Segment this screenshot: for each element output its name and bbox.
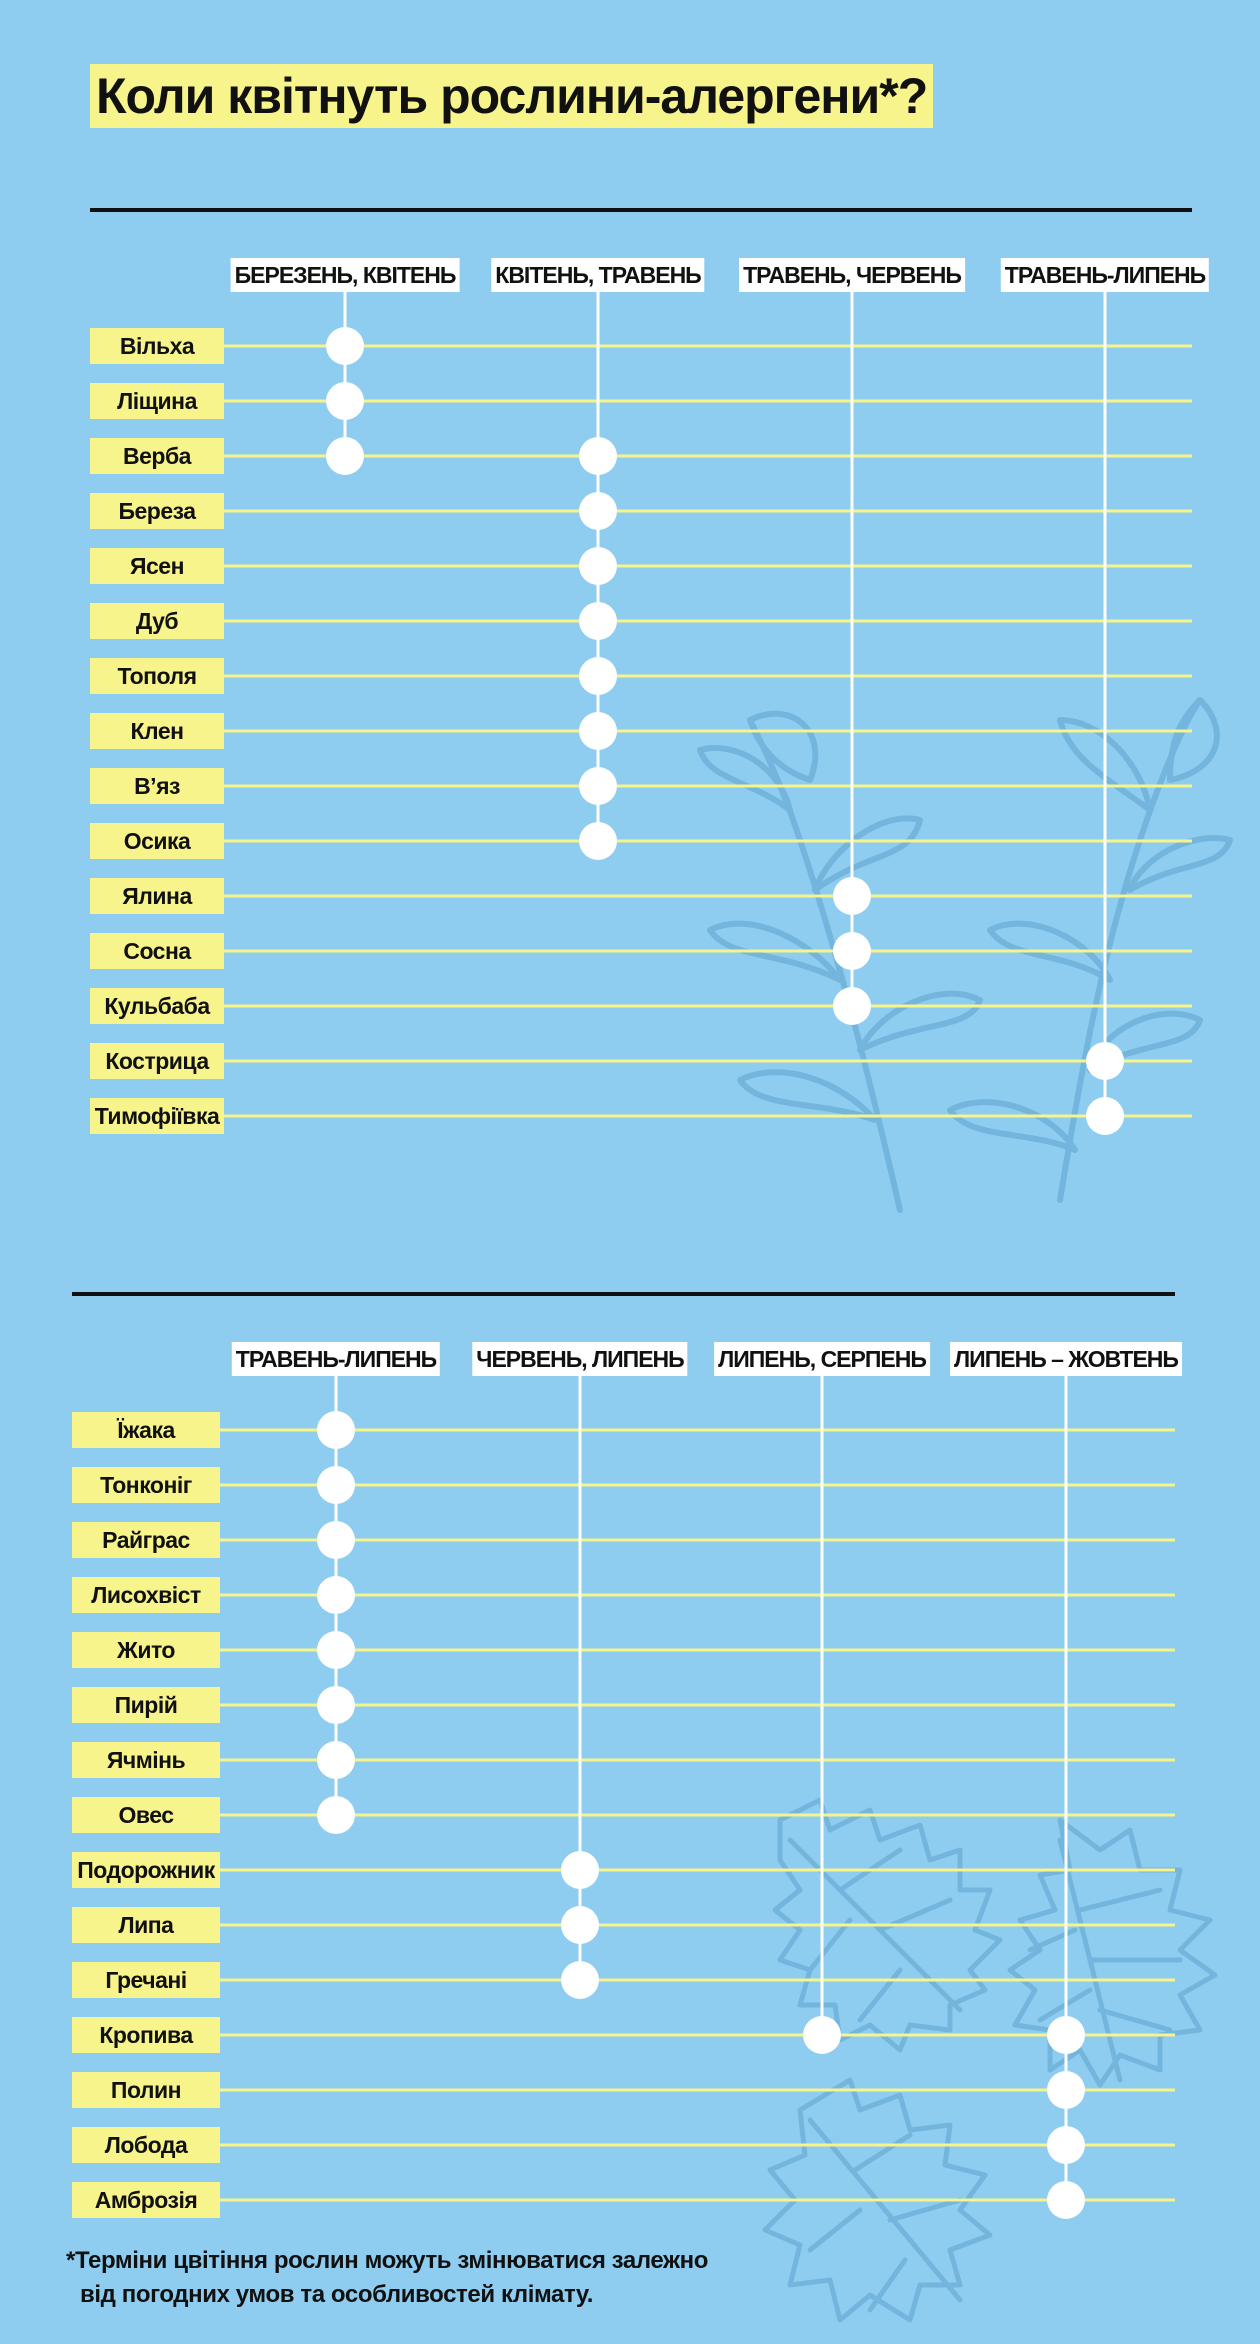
bloom-dot [326, 382, 364, 420]
plant-label: Липа [72, 1907, 220, 1943]
plant-label: Осика [90, 823, 224, 859]
bloom-dot [326, 437, 364, 475]
bloom-dot [317, 1411, 355, 1449]
plant-label: Лобода [72, 2127, 220, 2163]
bloom-dot [561, 1851, 599, 1889]
plant-label: Їжака [72, 1412, 220, 1448]
plant-label: Тополя [90, 658, 224, 694]
bloom-dot [579, 767, 617, 805]
plant-label: Вільха [90, 328, 224, 364]
bloom-dot [317, 1631, 355, 1669]
plant-label: Лисохвіст [72, 1577, 220, 1613]
plant-label: Тонконіг [72, 1467, 220, 1503]
bloom-dot [1047, 2016, 1085, 2054]
bloom-dot [561, 1961, 599, 1999]
bloom-dot [317, 1796, 355, 1834]
bloom-dot [317, 1741, 355, 1779]
column-header: ЛИПЕНЬ – ЖОВТЕНЬ [950, 1342, 1182, 1376]
plant-label: Кульбаба [90, 988, 224, 1024]
bloom-dot [1086, 1042, 1124, 1080]
column-header: БЕРЕЗЕНЬ, КВІТЕНЬ [231, 258, 460, 292]
column-header: ЧЕРВЕНЬ, ЛИПЕНЬ [472, 1342, 687, 1376]
plant-label: Овес [72, 1797, 220, 1833]
bloom-dot [1086, 1097, 1124, 1135]
footnote-line-1: *Терміни цвітіння рослин можуть змінюватися залежно [66, 2247, 708, 2274]
chart-panel-trees [90, 258, 1206, 1156]
plant-label: Амброзія [72, 2182, 220, 2218]
plant-label: Тимофіївка [90, 1098, 224, 1134]
bloom-dot [1047, 2126, 1085, 2164]
plant-label: Дуб [90, 603, 224, 639]
plant-label: Гречані [72, 1962, 220, 1998]
plant-label: Жито [72, 1632, 220, 1668]
bloom-dot [803, 2016, 841, 2054]
bloom-dot [1047, 2071, 1085, 2109]
chart-panel-grasses [72, 1342, 1178, 2240]
bloom-dot [579, 657, 617, 695]
bloom-dot [317, 1521, 355, 1559]
column-header: ТРАВЕНЬ, ЧЕРВЕНЬ [739, 258, 965, 292]
column-header: ЛИПЕНЬ, СЕРПЕНЬ [714, 1342, 930, 1376]
chart-svg [72, 1342, 1175, 2240]
plant-label: Кострица [90, 1043, 224, 1079]
bloom-dot [833, 987, 871, 1025]
plant-label: Кропива [72, 2017, 220, 2053]
bloom-dot [579, 822, 617, 860]
chart-svg [90, 258, 1192, 1156]
footnote [66, 2244, 708, 2312]
bloom-dot [579, 492, 617, 530]
bloom-dot [833, 877, 871, 915]
bloom-dot [326, 327, 364, 365]
plant-label: Ліщина [90, 383, 224, 419]
column-header: ТРАВЕНЬ-ЛИПЕНЬ [1001, 258, 1209, 292]
bloom-dot [579, 437, 617, 475]
bloom-dot [833, 932, 871, 970]
plant-label: Ячмінь [72, 1742, 220, 1778]
bloom-dot [579, 547, 617, 585]
bloom-dot [317, 1466, 355, 1504]
top-divider [90, 208, 1192, 212]
plant-label: Ялина [90, 878, 224, 914]
bloom-dot [317, 1576, 355, 1614]
bloom-dot [579, 602, 617, 640]
plant-label: Подорожник [72, 1852, 220, 1888]
column-header: ТРАВЕНЬ-ЛИПЕНЬ [232, 1342, 440, 1376]
plant-label: Сосна [90, 933, 224, 969]
middle-divider [72, 1292, 1175, 1296]
bloom-dot [579, 712, 617, 750]
plant-label: Полин [72, 2072, 220, 2108]
plant-label: Верба [90, 438, 224, 474]
bloom-dot [1047, 2181, 1085, 2219]
plant-label: Райграс [72, 1522, 220, 1558]
column-header: КВІТЕНЬ, ТРАВЕНЬ [491, 258, 704, 292]
footnote-line-2: від погодних умов та особливостей клімату. [80, 2281, 594, 2308]
plant-label: Береза [90, 493, 224, 529]
plant-label: Клен [90, 713, 224, 749]
bloom-dot [317, 1686, 355, 1724]
page-title: Коли квітнуть рослини-алергени*? [90, 64, 933, 128]
bloom-dot [561, 1906, 599, 1944]
plant-label: Ясен [90, 548, 224, 584]
plant-label: Пирій [72, 1687, 220, 1723]
plant-label: В’яз [90, 768, 224, 804]
